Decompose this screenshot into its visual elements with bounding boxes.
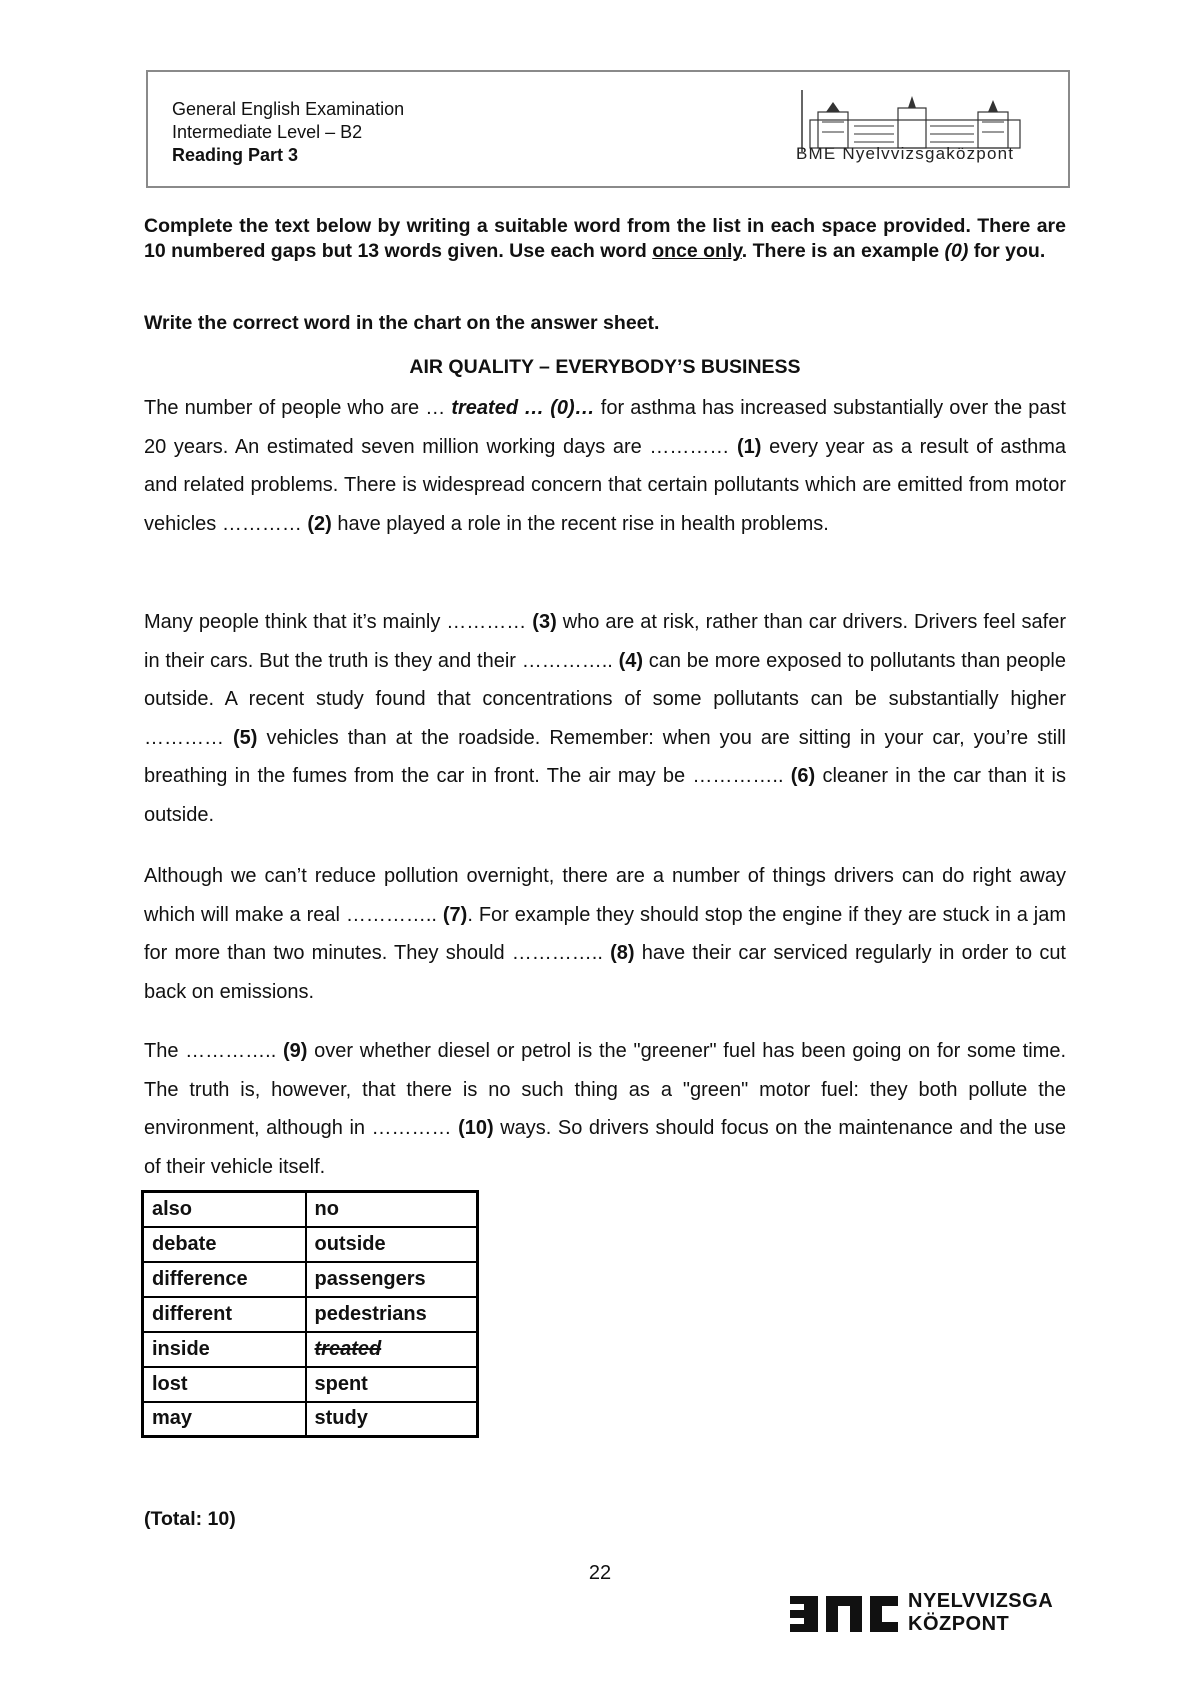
gap-3: (3) [532, 611, 557, 633]
logo-line-2: KÖZPONT [908, 1613, 1010, 1635]
bme-logo-icon [790, 1592, 900, 1636]
table-row [143, 1367, 478, 1402]
word-cell: inside [143, 1332, 306, 1367]
para-text: vehicles than at the roadside. Remember: when you are sitting in your car, you’re still breathing in the fumes from the car in front. The air may be ………….. [144, 726, 1066, 787]
exam-part: Reading Part 3 [172, 145, 299, 165]
word-cell: study [306, 1402, 478, 1437]
instructions-example-ref: (0) [944, 240, 969, 262]
exam-level: Intermediate Level – B2 [172, 122, 363, 142]
instructions-text-3: for you. [968, 240, 1046, 262]
logo-line-1: NYELVVIZSGA [908, 1590, 1054, 1612]
building-logo-icon [798, 90, 1026, 152]
struck-word: treated [314, 1337, 382, 1360]
bme-label: BME Nyelvvizsgaközpont [796, 144, 1015, 163]
gap-6: (6) [790, 765, 816, 787]
paragraph-1 [144, 389, 1066, 543]
word-list-table [141, 1190, 479, 1438]
example-word: treated [451, 397, 519, 419]
gap-1: (1) [737, 435, 762, 458]
instructions [144, 214, 1066, 264]
word-cell: also [143, 1192, 306, 1227]
word-cell: no [306, 1192, 478, 1227]
word-cell: outside [306, 1227, 478, 1262]
para-text: over whether diesel or petrol is the "greener" fuel has been going on for some time. The truth is, however, that there is no such thing as a "green" motor fuel: they both pollute the environment, although in ………… [144, 1040, 1066, 1139]
word-cell: different [143, 1297, 306, 1332]
exam-title: General English Examination [172, 99, 405, 119]
word-cell: debate [143, 1227, 306, 1262]
table-row [143, 1262, 478, 1297]
table-row [143, 1192, 478, 1227]
word-cell-struck [306, 1332, 478, 1367]
instructions-underlined: once only [652, 240, 742, 262]
text-title: AIR QUALITY – EVERYBODY’S BUSINESS [409, 356, 801, 378]
gap-9: (9) [283, 1040, 308, 1062]
para-text: ways. So drivers should focus on the maintenance and the use of their vehicle itself. [144, 1117, 1066, 1178]
word-cell: difference [143, 1262, 306, 1297]
para-text: who are at risk, rather than car drivers. Drivers feel safer in their cars. But the truth is they and their ………….. [144, 611, 1067, 672]
paragraph-3 [144, 857, 1066, 1011]
word-cell: may [143, 1402, 306, 1437]
header-box [146, 70, 1070, 188]
header-text [172, 98, 404, 167]
instructions-text-2: . There is an example [741, 240, 945, 262]
word-cell: spent [306, 1367, 478, 1402]
para-text: can be more exposed to pollutants than people outside. A recent study found that concentrations of some pollutants can be substantially higher ………… [144, 649, 1067, 749]
para-text: have played a role in the recent rise in health problems. [331, 512, 829, 535]
word-cell: pedestrians [306, 1297, 478, 1332]
table-row [143, 1297, 478, 1332]
gap-4: (4) [618, 649, 644, 672]
para-text: Although we can’t reduce pollution overnight, there are a number of things drivers can do right away which will make a real ………….. [144, 865, 1066, 926]
para-text: The number of people who are … [144, 397, 452, 419]
table-row [143, 1227, 478, 1262]
para-text: The ………….. [144, 1040, 283, 1062]
footer-logo [790, 1588, 1060, 1640]
para-text: for asthma has increased substantially over the past 20 years. An estimated seven million working days are ………… [144, 397, 1066, 458]
example-gap: … (0)… [518, 397, 595, 419]
page-number: 22 [588, 1562, 612, 1584]
table-row [143, 1332, 478, 1367]
gap-10: (10) [458, 1117, 494, 1139]
para-text: Many people think that it’s mainly ………… [144, 611, 533, 633]
word-cell: passengers [306, 1262, 478, 1297]
paragraph-4 [144, 1032, 1066, 1186]
para-text: every year as a result of asthma and related problems. There is widespread concern that certain pollutants which are emitted from motor vehicles ………… [144, 435, 1066, 535]
para-text: . For example they should stop the engine if they are stuck in a jam for more than two minutes. They should ………….. [144, 903, 1066, 964]
total-score: (Total: 10) [144, 1508, 236, 1530]
gap-2: (2) [307, 512, 332, 535]
answer-sheet-instruction: Write the correct word in the chart on the answer sheet. [144, 312, 660, 334]
gap-8: (8) [610, 942, 635, 964]
paragraph-2 [144, 603, 1066, 834]
para-text: cleaner in the car than it is outside. [144, 765, 1066, 826]
word-cell: lost [143, 1367, 306, 1402]
gap-5: (5) [233, 726, 258, 749]
logo-text [908, 1590, 1053, 1636]
instructions-text: Complete the text below by writing a suitable word from the list in each space provided. There are 10 numbered gaps but 13 words given. Use each word [144, 215, 1066, 262]
gap-7: (7) [442, 903, 468, 926]
table-row [143, 1402, 478, 1437]
para-text: have their car serviced regularly in order to cut back on emissions. [144, 942, 1066, 1003]
